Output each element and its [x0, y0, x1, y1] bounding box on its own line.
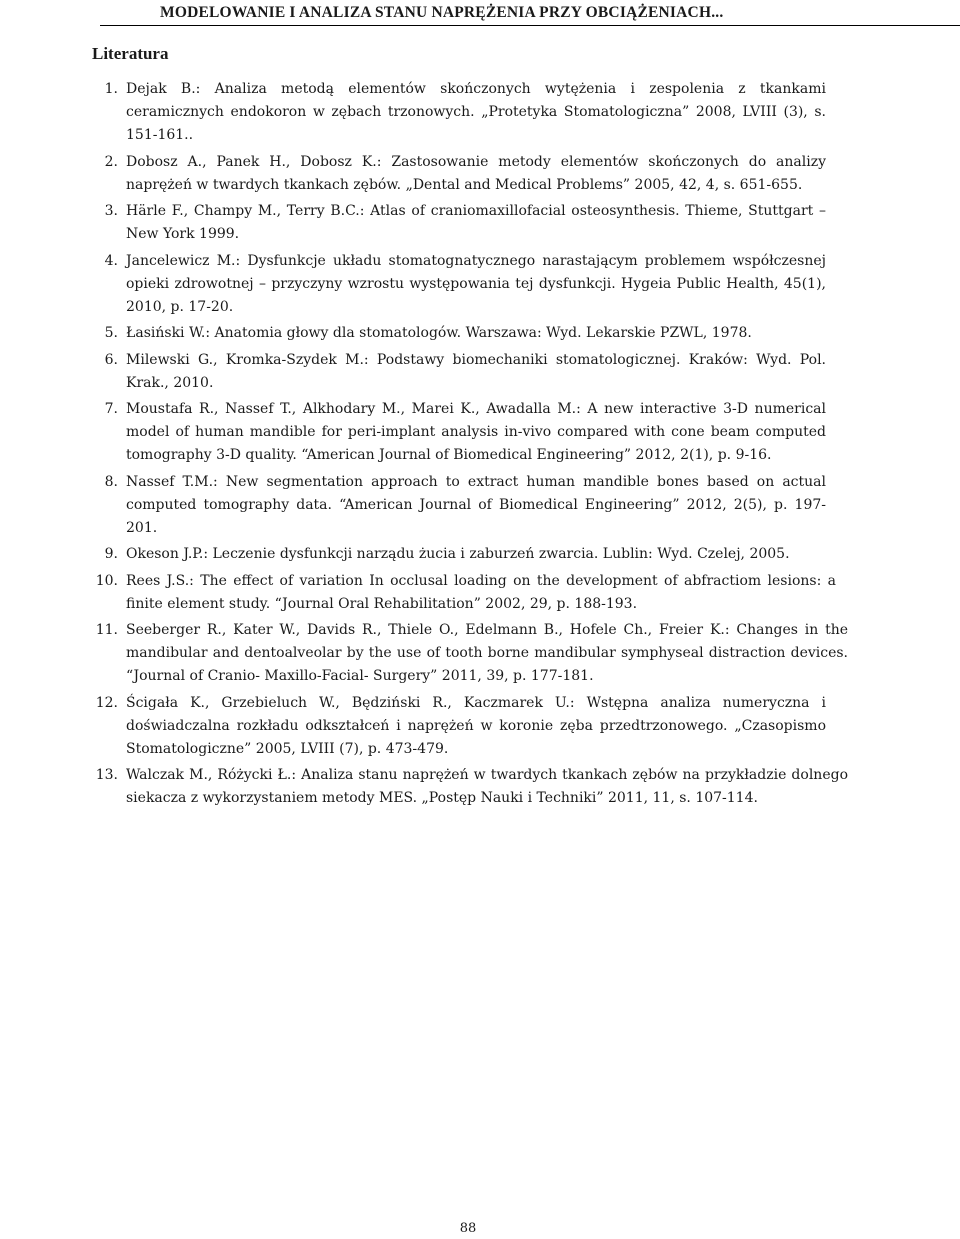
reference-text: Dobosz A., Panek H., Dobosz K.: Zastosowanie metody elementów skończonych do analizy naprężeń w twardych tkankach zębów. „Dental and Medical Problems” 2005, 42, 4, s. 651-655.	[126, 153, 826, 193]
reference-number: 5.	[104, 325, 118, 341]
reference-number: 13.	[95, 767, 118, 783]
reference-item	[0, 619, 960, 688]
reference-item	[0, 250, 960, 319]
reference-item	[0, 322, 960, 345]
reference-text: Okeson J.P.: Leczenie dysfunkcji narządu żucia i zaburzeń zwarcia. Lublin: Wyd. Czelej, 2005.	[126, 546, 790, 562]
reference-number: 10.	[95, 572, 118, 589]
reference-item	[0, 543, 960, 566]
reference-number: 1.	[104, 81, 118, 97]
reference-text: Rees J.S.: The effect of variation In occlusal loading on the development of abfractiom lesions: a finite element study. “Journal Oral Rehabilitation” 2002, 29, p. 188-193.	[126, 572, 836, 612]
reference-number: 11.	[95, 622, 118, 638]
page-number: 88	[459, 1221, 477, 1236]
reference-text: Nassef T.M.: New segmentation approach to extract human mandible bones based on actual computed tomography data. “American Journal of Biomedical Engineering” 2012, 2(5), p. 197-201.	[126, 473, 826, 536]
reference-text: Łasiński W.: Anatomia głowy dla stomatologów. Warszawa: Wyd. Lekarskie PZWL, 1978.	[126, 325, 752, 341]
reference-number: 3.	[104, 203, 118, 219]
reference-text: Walczak M., Różycki Ł.: Analiza stanu naprężeń w twardych tkankach zębów na przykładzie dolnego siekacza z wykorzystaniem metody MES. „Postęp Nauki i Techniki” 2011, 11, s. 107-114.	[126, 767, 848, 806]
reference-item	[0, 349, 960, 395]
reference-list	[0, 78, 960, 814]
reference-text: Moustafa R., Nassef T., Alkhodary M., Marei K., Awadalla M.: A new interactive 3-D numerical model of human mandible for peri-implant analysis in-vivo compared with cone beam computed tomography 3-D quality. “American Journal of Biomedical Engineering” 2012, 2(1), p. 9-16.	[126, 401, 826, 463]
reference-number: 8.	[104, 473, 118, 490]
reference-item	[0, 78, 960, 147]
section-title: Literatura	[92, 44, 169, 63]
reference-text: Jancelewicz M.: Dysfunkcje układu stomatognatycznego narastającym problemem współczesnej opieki zdrowotnej – przyczyny wzrostu występowania tej dysfunkcji. Hygeia Public Health, 45(1), 2010, p. 17-20.	[126, 252, 826, 315]
running-header	[100, 0, 960, 26]
reference-item	[0, 570, 960, 616]
reference-text: Seeberger R., Kater W., Davids R., Thiele O., Edelmann B., Hofele Ch., Freier K.: Changes in the mandibular and dentoalveolar by the use of tooth borne mandibular symphyseal distraction devices. “Journal of Cranio- Maxillo-Facial- Surgery” 2011, 39, p. 177-181.	[126, 622, 848, 684]
reference-item	[0, 471, 960, 540]
reference-number: 9.	[104, 546, 118, 562]
reference-item	[0, 692, 960, 761]
reference-number: 6.	[104, 351, 118, 368]
reference-text: Dejak B.: Analiza metodą elementów skończonych wytężenia i zespolenia z tkankami ceramicznych endokoron w zębach trzonowych. „Protetyka Stomatologiczna” 2008, LVIII (3), s. 151-161..	[126, 81, 826, 143]
reference-number: 4.	[104, 252, 118, 269]
reference-text: Milewski G., Kromka-Szydek M.: Podstawy biomechaniki stomatologicznej. Kraków: Wyd. Pol. Krak., 2010.	[126, 351, 826, 391]
reference-item	[0, 151, 960, 197]
reference-text: Härle F., Champy M., Terry B.C.: Atlas of craniomaxillofacial osteosynthesis. Thieme, Stuttgart – New York 1999.	[126, 203, 826, 242]
reference-item	[0, 200, 960, 246]
reference-number: 12.	[95, 694, 118, 711]
running-header-title: MODELOWANIE I ANALIZA STANU NAPRĘŻENIA PRZY OBCIĄŻENIACH...	[160, 4, 724, 21]
reference-number: 7.	[104, 401, 118, 417]
reference-number: 2.	[104, 153, 118, 170]
reference-text: Ścigała K., Grzebieluch W., Będziński R., Kaczmarek U.: Wstępna analiza numeryczna i doświadczalna rozkładu odkształceń i naprężeń w koronie zęba przedtrzonowego. „Czasopismo Stomatologiczne” 2005, LVIII (7), p. 473-479.	[126, 694, 826, 757]
reference-item	[0, 398, 960, 467]
reference-item	[0, 764, 960, 810]
